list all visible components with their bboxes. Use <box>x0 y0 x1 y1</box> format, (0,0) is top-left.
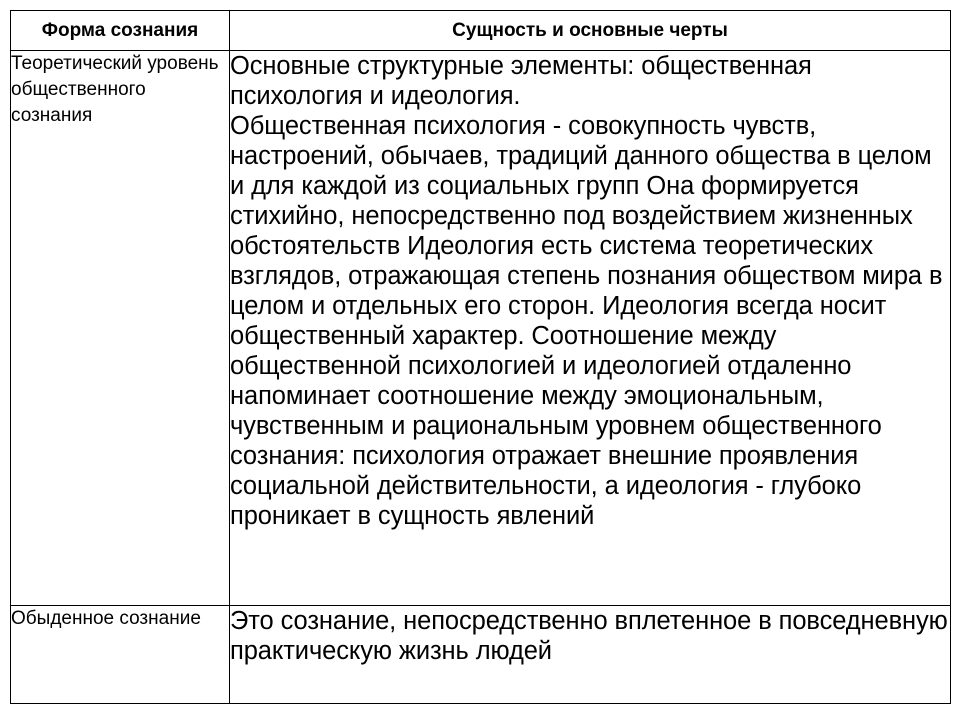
form-cell-theoretical: Теоретический уровень общественного сознания <box>11 51 230 606</box>
form-cell-everyday: Обыденное сознание <box>11 606 230 704</box>
essence-paragraph: Это сознание, непосредственно вплетенное в повседневную практическую жизнь людей <box>230 607 948 665</box>
essence-cell-everyday <box>230 606 951 704</box>
essence-paragraph: Общественная психология - совокупность чувств, настроений, обычаев, традиций данного общества в целом и для каждой из социальных групп Она формируется стихийно, непосредственно под воздействием жизненных обстоятельств Идеология есть система теоретических взглядов, отражающая степень познания обществом мира в целом и отдельных его сторон. Идеология всегда носит общественный характер. Соотношение между общественной психологией и идеологией отдаленно напоминает соотношение между эмоциональным, чувственным и рациональным уровнем общественного сознания: психология отражает внешние проявления социальной действительности, а идеология - глубоко проникает в сущность явлений <box>230 112 943 530</box>
table-row <box>11 51 951 606</box>
header-essence-and-features: Сущность и основные черты <box>230 11 951 51</box>
essence-paragraph: Основные структурные элементы: общественная психология и идеология. <box>230 52 812 110</box>
consciousness-forms-table <box>10 10 951 704</box>
table-row <box>11 606 951 704</box>
header-form-of-consciousness: Форма сознания <box>11 11 230 51</box>
essence-cell-theoretical <box>230 51 951 606</box>
table-header-row <box>11 11 951 51</box>
